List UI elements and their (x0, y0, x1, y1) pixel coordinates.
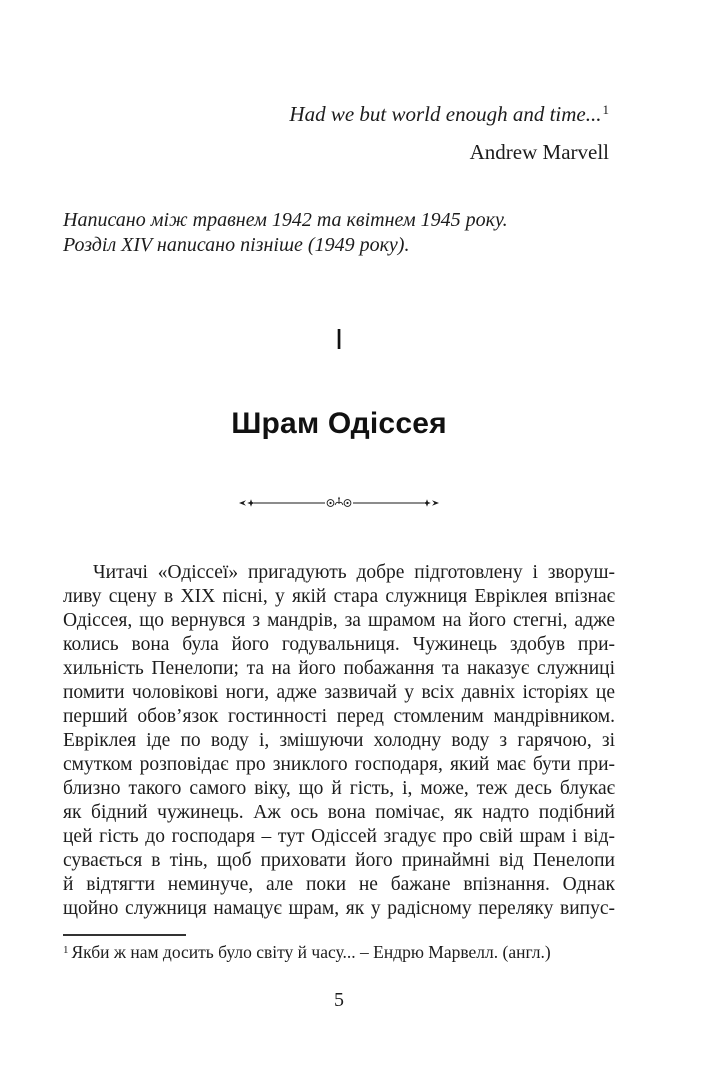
body-text-line: як бідний чужинець. Аж ось вона помічає, як надто подібний (63, 802, 615, 823)
body-text-line: колись вона була його годувальниця. Чужинець здобув при- (63, 634, 615, 655)
footnote-rule (63, 934, 186, 936)
body-text-line: хильність Пенелопи; та на його побажання та наказує служниці (63, 658, 615, 679)
ornamental-divider (63, 494, 615, 512)
divider-ornament-icon (237, 494, 441, 512)
body-text-line: щойно служниця намацує шрам, як у радісному переляку випус- (63, 898, 615, 919)
epigraph-quote-text: Had we but world enough and time... (289, 102, 602, 126)
written-note-line-2: Розділ XIV написано пізніше (1949 року). (63, 234, 410, 256)
body-text-line: Евріклея іде по воду і, змішуючи холодну воду з гарячою, зі (63, 730, 615, 751)
page-number: 5 (334, 989, 344, 1011)
body-paragraph (63, 561, 615, 921)
footnote-text: Якби ж нам досить було світу й часу... – Ендрю Марвелл. (англ.) (71, 942, 551, 962)
footnote-reference: 1 (602, 102, 609, 117)
chapter-number: I (334, 324, 344, 356)
epigraph-quote (63, 101, 609, 130)
body-text-line: сувається в тінь, щоб приховати його принаймні від Пенелопи (63, 850, 615, 871)
body-text-line: помити чоловікові ноги, адже зазвичай у всіх давніх історіях це (63, 682, 615, 703)
body-text-line: й відтягти неминуче, але поки не бажане впізнання. Однак (63, 874, 615, 895)
body-text-line: ливу сцену в XIX пісні, у якій стара служниця Евріклея впізнає (63, 586, 615, 607)
body-text-line: близно такого самого віку, що й гість, і, може, теж десь блукає (63, 778, 615, 799)
footnote (63, 941, 615, 966)
body-text-line: перший обов’язок гостинності перед стомленим мандрівником. (63, 706, 615, 727)
written-note (63, 208, 615, 258)
footnote-marker: 1 (63, 944, 69, 956)
epigraph (63, 101, 609, 165)
chapter-title: Шрам Одіссея (231, 407, 447, 440)
body-text-line: смутком розповідає про зниклого господаря, який має бути при- (63, 754, 615, 775)
body-text-line: Одіссея, що вернувся з мандрів, за шрамом на його стегні, адже (63, 610, 615, 631)
written-note-line-1: Написано між травнем 1942 та квітнем 1945 року. (63, 209, 508, 231)
body-text-line: Читачі «Одіссеї» пригадують добре підготовлену і зворуш- (93, 562, 615, 583)
epigraph-attribution: Andrew Marvell (469, 140, 609, 164)
body-text-line: цей гість до господаря – тут Одіссей згадує про свій шрам і від- (63, 826, 615, 847)
